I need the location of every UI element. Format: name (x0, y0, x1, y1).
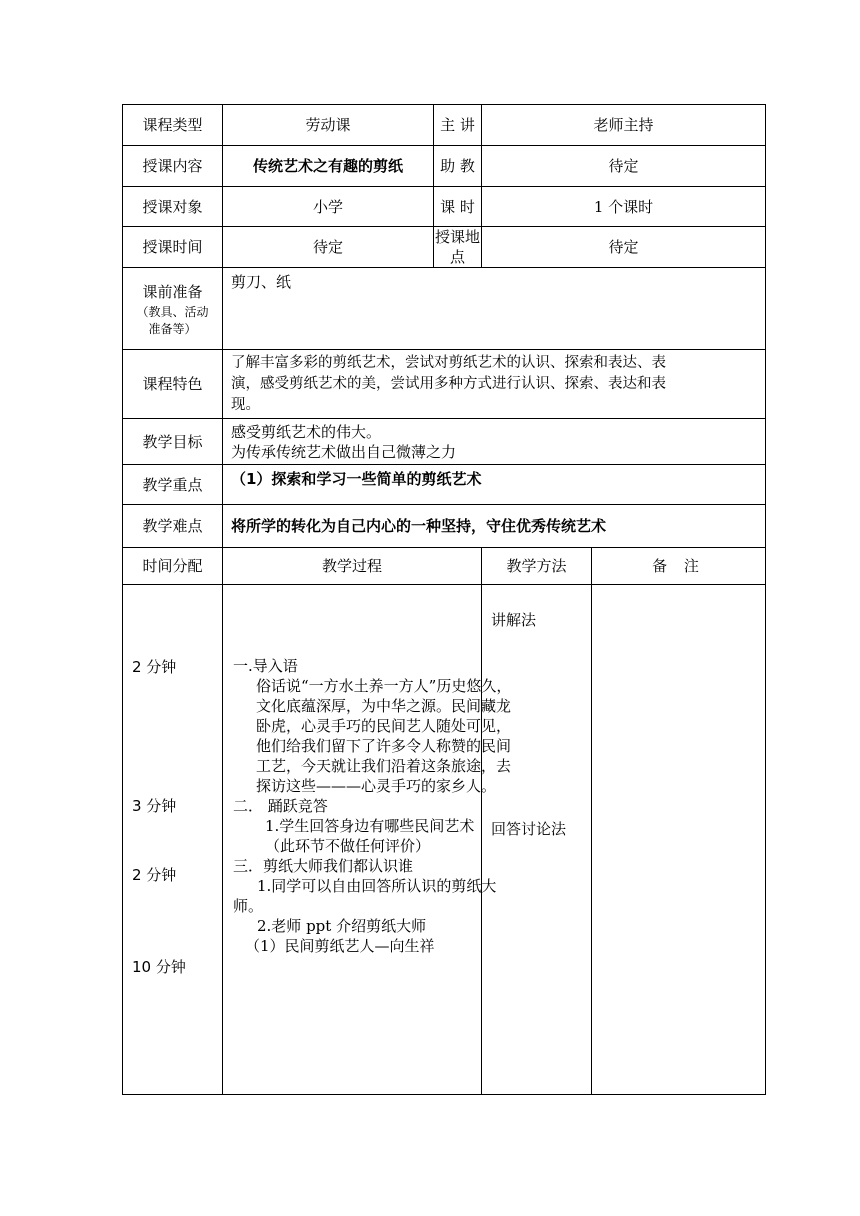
prep-sub-1: （教具、活动 (136, 304, 209, 319)
hours-label: 课 时 (434, 187, 482, 227)
lecturer-value: 老师主持 (482, 105, 766, 146)
features-line-1: 了解丰富多彩的剪纸艺术，尝试对剪纸艺术的认识、探索和表达、表 (231, 354, 666, 371)
process-line-5: 他们给我们留下了许多令人称赞的民间 (256, 737, 512, 755)
method-entry-1: 讲解法 (491, 611, 537, 629)
prep-value: 剪刀、纸 (223, 268, 766, 350)
row-key-point (123, 465, 766, 505)
prep-label: 课前准备 (142, 282, 203, 301)
course-type-value: 劳动课 (223, 105, 434, 146)
goals-line-2: 为传承传统艺术做出自己微薄之力 (231, 442, 457, 461)
time-allocation-cell (123, 585, 223, 1095)
row-column-headers (123, 548, 766, 585)
row-process (123, 585, 766, 1095)
time-value: 待定 (223, 227, 434, 268)
process-line-2: 俗话说“一方水土养一方人”历史悠久， (256, 677, 512, 695)
time-entry-2: 3 分钟 (132, 797, 177, 815)
goals-label: 教学目标 (123, 419, 223, 465)
row-prep (123, 268, 766, 350)
features-value (223, 350, 766, 419)
features-line-2: 演，感受剪纸艺术的美，尝试用多种方式进行认识、探索、表达和表 (231, 375, 666, 392)
row-difficulty (123, 505, 766, 548)
key-point-label: 教学重点 (123, 465, 223, 505)
time-entry-4: 10 分钟 (132, 958, 186, 976)
process-line-6: 工艺，今天就让我们沿着这条旅途，去 (256, 757, 512, 775)
process-line-15: （1）民间剪纸艺人—向生祥 (245, 937, 435, 955)
place-label: 授课地点 (435, 228, 481, 266)
difficulty-label: 教学难点 (123, 505, 223, 548)
assistant-label: 助 教 (434, 146, 482, 187)
features-line-3: 现。 (231, 396, 260, 413)
process-line-12: 1.同学可以自由回答所认识的剪纸大 (257, 877, 497, 895)
target-value: 小学 (223, 187, 434, 227)
row-goals (123, 419, 766, 465)
process-line-3: 文化底蕴深厚，为中华之源。民间藏龙 (256, 697, 512, 715)
features-label: 课程特色 (123, 350, 223, 419)
teaching-process-cell (223, 585, 512, 1095)
col-header-time: 时间分配 (123, 548, 223, 585)
prep-label-cell (123, 268, 223, 350)
notes-cell (592, 585, 766, 1095)
key-point-value: （1）探索和学习一些简单的剪纸艺术 (223, 465, 766, 505)
lecturer-label: 主 讲 (434, 105, 482, 146)
time-label: 授课时间 (123, 227, 223, 268)
row-content (123, 146, 766, 187)
row-time (123, 227, 766, 268)
process-line-7: 探访这些———心灵手巧的家乡人。 (256, 777, 497, 795)
row-target (123, 187, 766, 227)
process-line-13: 师。 (233, 897, 264, 915)
course-type-label: 课程类型 (123, 105, 223, 146)
assistant-value: 待定 (482, 146, 766, 187)
col-header-note: 备 注 (592, 548, 766, 585)
col-header-process: 教学过程 (223, 548, 482, 585)
content-value: 传统艺术之有趣的剪纸 (223, 146, 434, 187)
process-line-14: 2.老师 ppt 介绍剪纸大师 (257, 917, 427, 935)
row-features (123, 350, 766, 419)
time-entry-3: 2 分钟 (132, 866, 177, 884)
method-entry-2: 回答讨论法 (491, 820, 567, 838)
teaching-method-cell (482, 585, 592, 1095)
row-course-type (123, 105, 766, 146)
place-value: 待定 (482, 227, 766, 268)
col-header-method: 教学方法 (482, 548, 592, 585)
content-label: 授课内容 (123, 146, 223, 187)
hours-value: 1 个课时 (482, 187, 766, 227)
process-line-11: 三．剪纸大师我们都认识谁 (233, 857, 414, 875)
process-line-9: 1.学生回答身边有哪些民间艺术 (265, 817, 475, 835)
time-entry-1: 2 分钟 (132, 658, 177, 676)
process-line-10: （此环节不做任何评价） (265, 837, 431, 855)
process-line-8: 二． 踊跃竞答 (233, 797, 328, 815)
prep-sub-2: 准备等） (148, 321, 197, 336)
difficulty-value: 将所学的转化为自己内心的一种坚持，守住优秀传统艺术 (223, 505, 766, 548)
process-line-4: 卧虎，心灵手巧的民间艺人随处可见， (256, 717, 512, 735)
goals-line-1: 感受剪纸艺术的伟大。 (231, 422, 382, 441)
lesson-plan-table (122, 104, 766, 1095)
target-label: 授课对象 (123, 187, 223, 227)
process-line-1: 一.导入语 (233, 657, 298, 675)
goals-value (223, 419, 766, 465)
